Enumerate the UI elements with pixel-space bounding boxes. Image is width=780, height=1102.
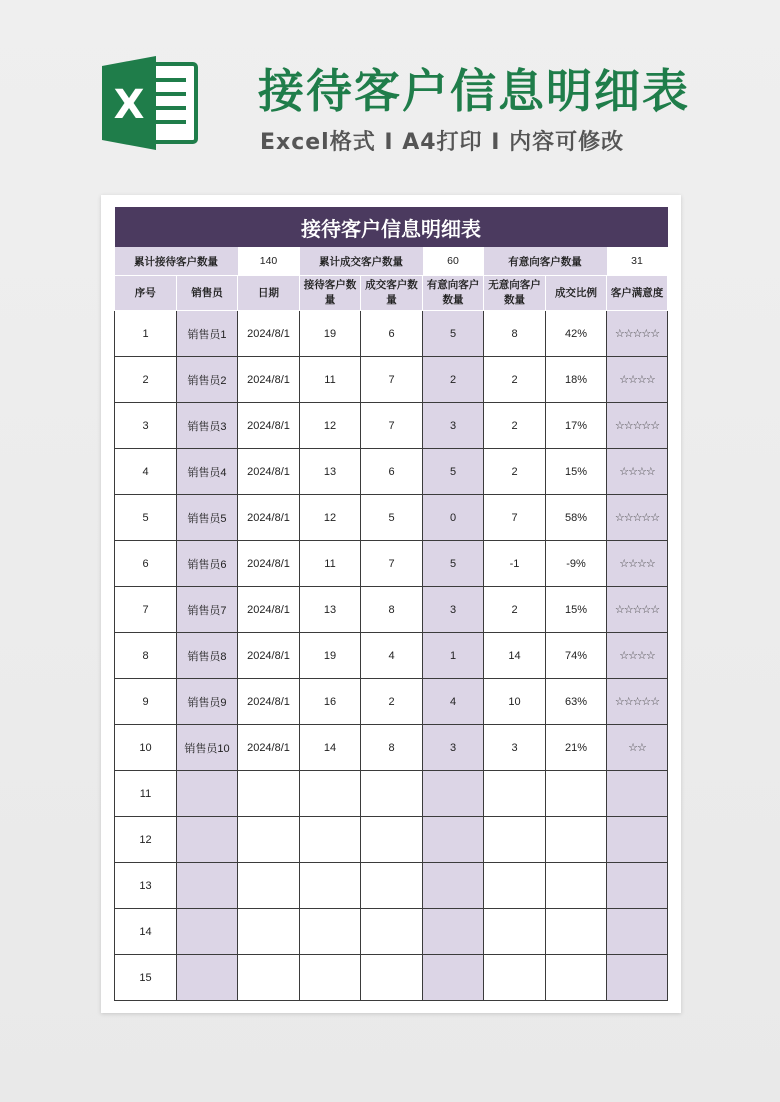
table-cell[interactable]: 5 [423, 311, 484, 357]
table-cell[interactable] [300, 771, 361, 817]
table-cell[interactable] [361, 863, 423, 909]
table-cell[interactable]: 16 [300, 679, 361, 725]
column-header: 销售员 [177, 276, 238, 311]
table-cell[interactable]: 17% [546, 403, 607, 449]
table-row [115, 771, 668, 817]
table-cell[interactable]: 19 [300, 311, 361, 357]
table-cell[interactable]: 4 [115, 449, 177, 495]
customer-detail-table [114, 207, 668, 1001]
table-row [115, 955, 668, 1001]
column-header: 接待客户数量 [300, 276, 361, 311]
table-cell[interactable]: 2 [484, 449, 546, 495]
table-cell[interactable]: 2024/8/1 [238, 679, 300, 725]
table-cell[interactable]: 15% [546, 449, 607, 495]
table-cell[interactable]: 销售员9 [177, 679, 238, 725]
table-cell[interactable]: 2024/8/1 [238, 403, 300, 449]
table-cell[interactable] [607, 863, 668, 909]
summary-label: 累计成交客户数量 [300, 247, 423, 276]
table-cell[interactable]: 12 [300, 403, 361, 449]
table-cell[interactable]: ☆☆☆☆ [607, 633, 668, 679]
table-cell[interactable] [238, 817, 300, 863]
table-cell[interactable] [177, 817, 238, 863]
summary-value[interactable]: 31 [607, 247, 668, 276]
table-cell[interactable]: 58% [546, 495, 607, 541]
table-cell[interactable]: 2024/8/1 [238, 449, 300, 495]
table-cell[interactable]: 15% [546, 587, 607, 633]
column-header: 序号 [115, 276, 177, 311]
table-cell[interactable]: 74% [546, 633, 607, 679]
summary-value[interactable]: 140 [238, 247, 300, 276]
table-cell[interactable] [484, 955, 546, 1001]
table-cell[interactable]: 3 [423, 587, 484, 633]
summary-row [115, 247, 668, 276]
table-cell[interactable] [423, 817, 484, 863]
table-cell[interactable]: 5 [115, 495, 177, 541]
column-header: 有意向客户数量 [423, 276, 484, 311]
column-header-row [115, 276, 668, 311]
table-cell[interactable]: 3 [484, 725, 546, 771]
excel-logo-icon [100, 56, 198, 150]
table-cell[interactable]: 2 [484, 357, 546, 403]
table-cell[interactable] [361, 817, 423, 863]
table-cell[interactable]: 销售员10 [177, 725, 238, 771]
table-cell[interactable] [484, 817, 546, 863]
table-title: 接待客户信息明细表 [115, 207, 668, 247]
table-cell[interactable]: 12 [300, 495, 361, 541]
table-cell[interactable]: 2024/8/1 [238, 495, 300, 541]
table-cell[interactable] [546, 771, 607, 817]
table-cell[interactable]: ☆☆☆☆ [607, 357, 668, 403]
table-cell[interactable] [423, 955, 484, 1001]
excel-logo-letter: X [113, 82, 145, 128]
table-cell[interactable]: 3 [115, 403, 177, 449]
table-cell[interactable]: 5 [361, 495, 423, 541]
table-cell[interactable] [300, 817, 361, 863]
table-cell[interactable]: 11 [115, 771, 177, 817]
table-cell[interactable]: 6 [361, 311, 423, 357]
table-cell[interactable]: 销售员6 [177, 541, 238, 587]
table-cell[interactable]: ☆☆ [607, 725, 668, 771]
table-cell[interactable]: 4 [361, 633, 423, 679]
table-row [115, 679, 668, 725]
summary-label: 累计接待客户数量 [115, 247, 238, 276]
table-cell[interactable]: ☆☆☆☆ [607, 449, 668, 495]
table-cell[interactable]: 7 [361, 541, 423, 587]
table-cell[interactable] [300, 909, 361, 955]
table-cell[interactable]: 3 [423, 403, 484, 449]
table-cell[interactable]: 7 [115, 587, 177, 633]
table-cell[interactable] [238, 771, 300, 817]
table-cell[interactable]: 2024/8/1 [238, 541, 300, 587]
table-cell[interactable]: 42% [546, 311, 607, 357]
table-cell[interactable]: ☆☆☆☆☆ [607, 587, 668, 633]
table-cell[interactable]: 10 [115, 725, 177, 771]
table-cell[interactable]: 8 [115, 633, 177, 679]
table-cell[interactable]: 21% [546, 725, 607, 771]
column-header: 成交比例 [546, 276, 607, 311]
table-cell[interactable]: 1 [423, 633, 484, 679]
table-cell[interactable]: 1 [115, 311, 177, 357]
table-row [115, 725, 668, 771]
table-cell[interactable]: 销售员7 [177, 587, 238, 633]
table-cell[interactable]: 8 [361, 587, 423, 633]
table-row [115, 633, 668, 679]
table-cell[interactable]: 15 [115, 955, 177, 1001]
table-cell[interactable]: 2 [484, 587, 546, 633]
table-cell[interactable]: 销售员5 [177, 495, 238, 541]
table-cell[interactable] [484, 909, 546, 955]
table-cell[interactable]: 2024/8/1 [238, 587, 300, 633]
table-cell[interactable] [238, 955, 300, 1001]
page-title: 接待客户信息明细表 [258, 64, 690, 118]
table-cell[interactable]: 13 [115, 863, 177, 909]
table-cell[interactable]: 12 [115, 817, 177, 863]
table-cell[interactable]: 2 [115, 357, 177, 403]
table-cell[interactable]: 销售员1 [177, 311, 238, 357]
table-cell[interactable]: 销售员4 [177, 449, 238, 495]
table-cell[interactable] [238, 909, 300, 955]
table-cell[interactable]: 8 [484, 311, 546, 357]
table-row [115, 909, 668, 955]
table-cell[interactable]: 8 [361, 725, 423, 771]
table-cell[interactable]: ☆☆☆☆☆ [607, 679, 668, 725]
table-cell[interactable]: 6 [361, 449, 423, 495]
table-cell[interactable]: 4 [423, 679, 484, 725]
table-cell[interactable]: ☆☆☆☆☆ [607, 403, 668, 449]
table-cell[interactable] [607, 817, 668, 863]
table-cell[interactable]: 14 [484, 633, 546, 679]
column-header: 成交客户数量 [361, 276, 423, 311]
table-cell[interactable] [177, 863, 238, 909]
column-header: 日期 [238, 276, 300, 311]
table-row [115, 541, 668, 587]
table-cell[interactable] [607, 955, 668, 1001]
table-cell[interactable] [546, 863, 607, 909]
table-cell[interactable]: 14 [300, 725, 361, 771]
table-cell[interactable]: 14 [115, 909, 177, 955]
table-cell[interactable]: 销售员8 [177, 633, 238, 679]
table-cell[interactable] [546, 817, 607, 863]
table-cell[interactable]: 6 [115, 541, 177, 587]
table-cell[interactable] [484, 771, 546, 817]
table-cell[interactable]: 19 [300, 633, 361, 679]
column-header: 无意向客户数量 [484, 276, 546, 311]
table-cell[interactable]: 0 [423, 495, 484, 541]
table-cell[interactable]: ☆☆☆☆☆ [607, 311, 668, 357]
table-cell[interactable]: -9% [546, 541, 607, 587]
table-cell[interactable] [300, 955, 361, 1001]
column-header: 客户满意度 [607, 276, 668, 311]
table-cell[interactable] [177, 909, 238, 955]
table-cell[interactable]: 11 [300, 357, 361, 403]
table-cell[interactable]: 13 [300, 587, 361, 633]
table-cell[interactable] [423, 863, 484, 909]
table-cell[interactable] [484, 863, 546, 909]
table-cell[interactable]: 13 [300, 449, 361, 495]
table-cell[interactable]: 5 [423, 449, 484, 495]
table-cell[interactable]: 2 [361, 679, 423, 725]
table-cell[interactable]: 7 [361, 403, 423, 449]
table-cell[interactable]: 2024/8/1 [238, 725, 300, 771]
table-cell[interactable] [546, 955, 607, 1001]
table-cell[interactable]: 7 [361, 357, 423, 403]
table-cell[interactable]: 销售员3 [177, 403, 238, 449]
table-cell[interactable]: -1 [484, 541, 546, 587]
table-cell[interactable]: 10 [484, 679, 546, 725]
table-cell[interactable] [300, 863, 361, 909]
table-cell[interactable]: 9 [115, 679, 177, 725]
table-cell[interactable]: 3 [423, 725, 484, 771]
table-cell[interactable]: 18% [546, 357, 607, 403]
summary-label: 有意向客户数量 [484, 247, 607, 276]
table-cell[interactable] [546, 909, 607, 955]
table-row [115, 495, 668, 541]
table-cell[interactable]: 7 [484, 495, 546, 541]
table-cell[interactable]: 63% [546, 679, 607, 725]
table-cell[interactable]: 销售员2 [177, 357, 238, 403]
table-cell[interactable] [177, 955, 238, 1001]
table-cell[interactable] [607, 909, 668, 955]
table-row [115, 587, 668, 633]
table-cell[interactable] [238, 863, 300, 909]
table-row [115, 403, 668, 449]
table-cell[interactable]: 11 [300, 541, 361, 587]
table-row [115, 357, 668, 403]
table-cell[interactable] [177, 771, 238, 817]
table-row [115, 311, 668, 357]
table-cell[interactable]: 2 [484, 403, 546, 449]
table-cell[interactable]: 2024/8/1 [238, 311, 300, 357]
table-cell[interactable]: 2 [423, 357, 484, 403]
table-cell[interactable]: ☆☆☆☆☆ [607, 495, 668, 541]
table-cell[interactable] [607, 771, 668, 817]
table-cell[interactable] [361, 909, 423, 955]
table-cell[interactable]: ☆☆☆☆ [607, 541, 668, 587]
table-cell[interactable] [361, 955, 423, 1001]
table-cell[interactable] [423, 909, 484, 955]
table-row [115, 449, 668, 495]
table-cell[interactable]: 5 [423, 541, 484, 587]
table-row [115, 817, 668, 863]
table-cell[interactable] [361, 771, 423, 817]
table-row [115, 863, 668, 909]
table-cell[interactable]: 2024/8/1 [238, 633, 300, 679]
page-subtitle: Excel格式 I A4打印 I 内容可修改 [260, 130, 625, 155]
table-cell[interactable] [423, 771, 484, 817]
summary-value[interactable]: 60 [423, 247, 484, 276]
table-cell[interactable]: 2024/8/1 [238, 357, 300, 403]
